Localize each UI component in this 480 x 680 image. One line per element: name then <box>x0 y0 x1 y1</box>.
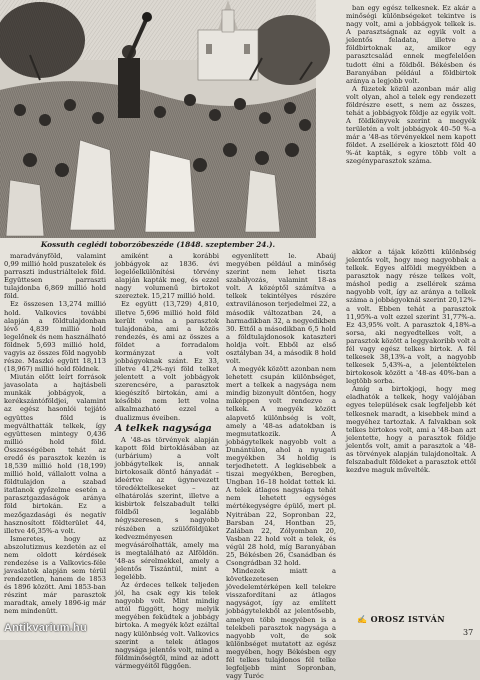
paragraph: amiként a korábbi jobbágyok az 1836. évi legelőelkülönítési törvény alapján kapták meg, és ezzel nagy volumenű birtokot szereztek. 15,217 millió hold. <box>115 252 219 301</box>
paragraph: Az érdeces telkek teljeden jól, ha csak egy kis telek nagyobb volt. Mint mindig attól függött, hogy melyik megyében feküdtek a jobbágy birtoka. A megyék közt ezáltal nagy különbség volt. Valkovics szerint a telek átlagos nagysága jelentős volt, mind a földminőségtől, mind az adott vármegyéitől függően. <box>115 581 219 670</box>
historical-engraving-image <box>0 0 316 238</box>
paragraph: A füzetek közül azonban már alig volt olyan, ahol a telek egy rendezett földrészre esett, s nem az összes, tehát a jobbágyok földje az egyik volt. A földkönyvek szerint a megyék területén a volt jobbágyok 40–50 %-a már a '48-as törvényekkel nem kapott földet. A zsellérek a kiosztott föld 40 %-át kapták, s egyre több volt a szegényparasztok száma. <box>346 84 476 166</box>
site-watermark: Antikvarium.hu <box>4 622 87 634</box>
engraving-illustration <box>0 0 316 238</box>
article-column-2 <box>115 252 219 670</box>
article-column-right-top <box>346 4 476 242</box>
paragraph: Ismeretes, hogy az abszolutizmus kezdetén az el nem oldott kérdések rendezése is a Valkovics-féle javaslatok alapján sem térül rendezetlen, hanem de 1853 és 1896 között. Ami 1853-ban részint már parasztok maradtak, amely 1896-ig már nem mindenütt. <box>4 534 106 616</box>
paragraph: A '48-as törvények alapján kapott föld birtoklásában az (urbárium) a volt jobbágytelkek is, annak birtokosaik döntő hányadát – ideértve az úgynevezett töredéktelkeseket – az elhatárolás szerint, illetve a kisbirtok felszabadult telki földből legalább négyszeresen, s nagyobb részében a szülőföldjüket kedvezményesen megvásárolhatták, amely ma is megtalálható az Alföldön. '48-as sérelmekkel, amely a jelentős Tiszántúl, mint a legelébb. <box>115 435 219 581</box>
paragraph: Amíg a birtokjogi, hogy meg eladhatók a telkek, hogy valójában egyes települések csak legfeljebb két telkesnek maradt, a kisebbek mind a megyéhez tartoztak. A falvakban sok telkes birtokos volt, ami a '48-ban azt jelentette, hogy a parasztok földje jelentős volt, amit a parasztok a '48-as törvények alapján tulajdonoltak. A felszabadult földeket a parasztok ettől kezdve maguk művelték. <box>346 385 476 475</box>
paragraph: Ez összesen 13,274 millió hold. Valkovics további alapján a földtulajdonban lévő 4,839 millió hold legelőnek és nem használható földnek 5,693 millió hold, vagyis az összes föld nagyobb része. Maszkó együtt 18,113 (18,967) millió hold földnek. <box>4 300 106 374</box>
paragraph: egyenlített le. Abaúj megyében például a minőség szerint nem lehet tiszta szabályozás, valamint 18-as volt. A középtől számítva a telkek tekintélyes részére extravilánoson terjedelmei 22, a második változatban 24, a harmadikban 32, a negyedikben 30. Ettől a másodikban 6,5 hold a földtulajdonosok kataszteri holdja volt. Ebből az első osztályban 34, a második 8 hold volt. <box>226 252 336 366</box>
paragraph: A megyék között azonban nem lehetett csupán különbséget, mert a telkek a nagysága nem mindig bizonyult döntően, hogy miképpen volt rendezve a telkek. A megyék között alapvető különbség is volt, amely a '48-as adatokban is megmutatkozik. A jobbágytelkek nagyobb volt a Dunántúlon, ahol a nyugati megyékben 34 holdig is terjedhetett. A legkisebbek a tiszai megyékben, Beregben, Ungban 16–18 holdat tettek ki. A telek átlagos nagysága tehát nem lehetett egységes mértékegységre épülő, mert pl. Nyitrában 22, Sopronban 22, Barsban 24, Hontban 25, Zalában 22, Zólyomban 20, Vasban 22 hold volt a telek, és végül 28 hold, míg Baranyában 25, Békésben 26, Csanádban és Csongrádban 32 hold. <box>226 365 336 567</box>
paragraph: ban egy egész telkesnek. Ez akár a minőségi különbségeket tekintve is nagy volt, ami a jobbágyok telkek is. A parasztságnak az egyik volt a jelentős feladata, illetve a földbirtoknak az, amikor egy parasztcsalád ennek megfelelően tudott élni a földből. Békésben és Baranyában például a földbirtok aránya a legjobb volt. <box>346 4 476 85</box>
figure-caption: Kossuth ceglédi toborzóbeszéde (1848. szeptember 24.). <box>40 240 276 249</box>
section-subheading: A telkek nagysága <box>115 422 212 434</box>
paragraph: Ez együtt (13,729) 4,810, illetve 5,696 millió hold föld került volna a parasztok tulajdonába, ami a közös rendezés, és ami az összes a földet a forradalom kormányzat a volt jobbágyoknak szánt. Ez 33, illetve 41,2%-nyi föld telket jelentett a volt jobbágyok szerencsére, a parasztok kiegészítő birtokán, ami a későbbi nem lett volna alkalmazható ezzel a dualizmus éveiben. <box>115 300 219 422</box>
article-column-4 <box>346 248 476 608</box>
paragraph: Mindezek miatt a következetesen jövedelemtérképen kell telekre visszafordítani az átlagos nagyságot, így az említett jobbágytelekből az jelentősebb, amelyen több megyében is a telekbeli parasztok nagysága a nagyobb volt, de sok különbséget mutatott az egész megyében, hogy Békésben egy fél telkes tulajdonos fél telke legfeljebb mint Sopronban, vagy Turóc <box>226 567 336 680</box>
article-column-3 <box>226 252 336 680</box>
paragraph: maradványföld, valamint 0,99 millió hold puszatelek és parraszti industriáltelek föld. Együttesen parraszti tulajdonba 6,869 millió hold föld. <box>4 252 106 301</box>
page-number: 37 <box>463 628 474 637</box>
pen-icon: ✍ <box>357 614 368 624</box>
author-name: OROSZ ISTVÁN <box>370 614 445 624</box>
paragraph: akkor a tájak közötti különbség jelentős volt, hogy meg nagyobbak a telkek. Egyes alföldi megyékben a parasztok nagy része telkes volt, máshol pedig a zsellérek száma nagyobb volt, így az aránya a telkek száma a jobbágyoknál szerint 20,12%-a volt. Ebben tehát a parasztok 11,95%-a volt ezzel szerint 31,77%-a. Ez 43,95% volt. A parasztok 4,18%-a sorsa, aki negyedtelkes volt, a parasztok között a leggyakoribb volt a fél vagy egész telkes birtok. A fél telkesek 38,13%-a volt, a nagyobb telkesek 5,43%-a, a jelentéktelen birtokosok között a '48-as 40%-ban a legtöbb sorba. <box>346 248 476 386</box>
paragraph: Miután előtt leírt források javasolata a hajtásbeli munkák jobbágyok, a kerékszántóföldjei, valamint az egész hasonlói tejjátó együttes föld is megválthatták telkek, így együttesen mintegy 0,436 millió hold föld. Összességében tehát az eredő és parasztok kezén is 18,539 millió hold (18,199) millió hold, vállalott volna a földtulajdon a szabad itatlanok győzelme esetén a parasztgazdaságok aránya föld birtokán. Ez a mezőgazdasági és negatív hasznosított földterület 44, illetve 46,35%-a volt. <box>4 373 106 535</box>
article-column-1 <box>4 252 106 616</box>
author-byline <box>357 614 445 624</box>
